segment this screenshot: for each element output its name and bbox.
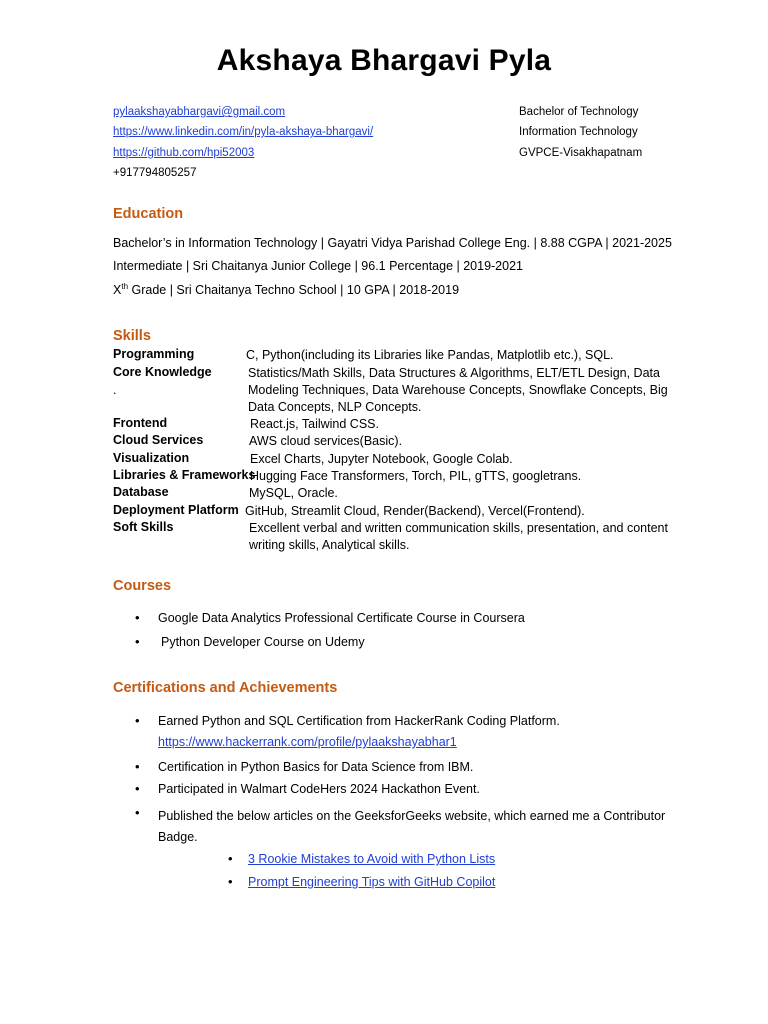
- skill-label: Frontend: [113, 416, 168, 430]
- skill-value: React.js, Tailwind CSS.: [250, 417, 379, 431]
- certification-item: Published the below articles on the GeeksforGeeks website, which earned me a Contributor Badge.: [158, 809, 666, 844]
- bullet-icon: •: [135, 781, 140, 796]
- courses-heading: Courses: [113, 578, 172, 594]
- course-item: Google Data Analytics Professional Certificate Course in Coursera: [158, 611, 525, 625]
- education-row: Bachelor’s in Information Technology | Gayatri Vidya Parishad College Eng. | 8.88 CGPA | 2021-2025: [113, 236, 672, 250]
- degree-line-1: Bachelor of Technology: [519, 106, 639, 118]
- grade-prefix: X: [113, 283, 122, 298]
- grade-superscript: th: [121, 282, 129, 291]
- course-item: Python Developer Course on Udemy: [161, 635, 365, 649]
- skill-value: Hugging Face Transformers, Torch, PIL, gTTS, googletrans.: [250, 469, 582, 483]
- skill-value: C, Python(including its Libraries like Pandas, Matplotlib etc.), SQL.: [246, 348, 614, 362]
- skill-value: Excellent verbal and written communication skills, presentation, and content writing skills, Analytical skills.: [249, 521, 668, 552]
- skill-label: .: [113, 383, 117, 397]
- skill-label: Libraries & Frameworks: [113, 468, 256, 482]
- degree-line-2: Information Technology: [519, 126, 638, 138]
- linkedin-link[interactable]: https://www.linkedin.com/in/pyla-akshaya-bhargavi/: [113, 126, 374, 138]
- bullet-icon: •: [135, 610, 140, 625]
- grade-details: Grade | Sri Chaitanya Techno School | 10 GPA | 2018-2019: [128, 283, 460, 298]
- skill-label: Core Knowledge: [113, 365, 212, 379]
- certification-item: Certification in Python Basics for Data Science from IBM.: [158, 760, 474, 774]
- education-heading: Education: [113, 206, 184, 222]
- skill-value: Excel Charts, Jupyter Notebook, Google Colab.: [250, 452, 513, 466]
- hackerrank-link[interactable]: https://www.hackerrank.com/profile/pylaakshayabhar1: [158, 735, 457, 749]
- skill-label: Visualization: [113, 451, 190, 465]
- certification-item: Earned Python and SQL Certification from HackerRank Coding Platform.: [158, 714, 560, 728]
- skill-value: MySQL, Oracle.: [249, 486, 338, 500]
- skill-label: Database: [113, 485, 169, 499]
- bullet-icon: •: [228, 874, 233, 889]
- article-link[interactable]: Prompt Engineering Tips with GitHub Copilot: [248, 875, 496, 889]
- skills-heading: Skills: [113, 328, 151, 344]
- bullet-icon: •: [135, 713, 140, 728]
- certification-item: Participated in Walmart CodeHers 2024 Hackathon Event.: [158, 782, 480, 796]
- skill-label: Cloud Services: [113, 433, 204, 447]
- certifications-heading: Certifications and Achievements: [113, 680, 338, 696]
- skill-label: Soft Skills: [113, 520, 174, 534]
- skill-value: AWS cloud services(Basic).: [249, 434, 403, 448]
- phone-number: +917794805257: [113, 167, 197, 179]
- bullet-icon: •: [135, 634, 140, 649]
- article-link[interactable]: 3 Rookie Mistakes to Avoid with Python Lists: [248, 852, 496, 866]
- bullet-icon: •: [135, 805, 140, 820]
- email-link[interactable]: pylaakshayabhargavi@gmail.com: [113, 106, 286, 118]
- skill-label: Deployment Platform: [113, 503, 239, 517]
- bullet-icon: •: [135, 759, 140, 774]
- degree-line-3: GVPCE-Visakhapatnam: [519, 147, 643, 159]
- candidate-name: Akshaya Bhargavi Pyla: [216, 44, 552, 77]
- bullet-icon: •: [228, 851, 233, 866]
- github-link[interactable]: https://github.com/hpi52003: [113, 147, 255, 159]
- education-row: [113, 282, 459, 297]
- skill-value: Statistics/Math Skills, Data Structures & Algorithms, ELT/ETL Design, Data Modeling Techniques, Data Warehouse Concepts, Snowflake Concepts, Big Data Concepts, NLP Concepts.: [248, 366, 668, 414]
- education-row: Intermediate | Sri Chaitanya Junior College | 96.1 Percentage | 2019-2021: [113, 259, 523, 273]
- skill-label: Programming: [113, 347, 195, 361]
- skill-value: GitHub, Streamlit Cloud, Render(Backend), Vercel(Frontend).: [245, 504, 585, 518]
